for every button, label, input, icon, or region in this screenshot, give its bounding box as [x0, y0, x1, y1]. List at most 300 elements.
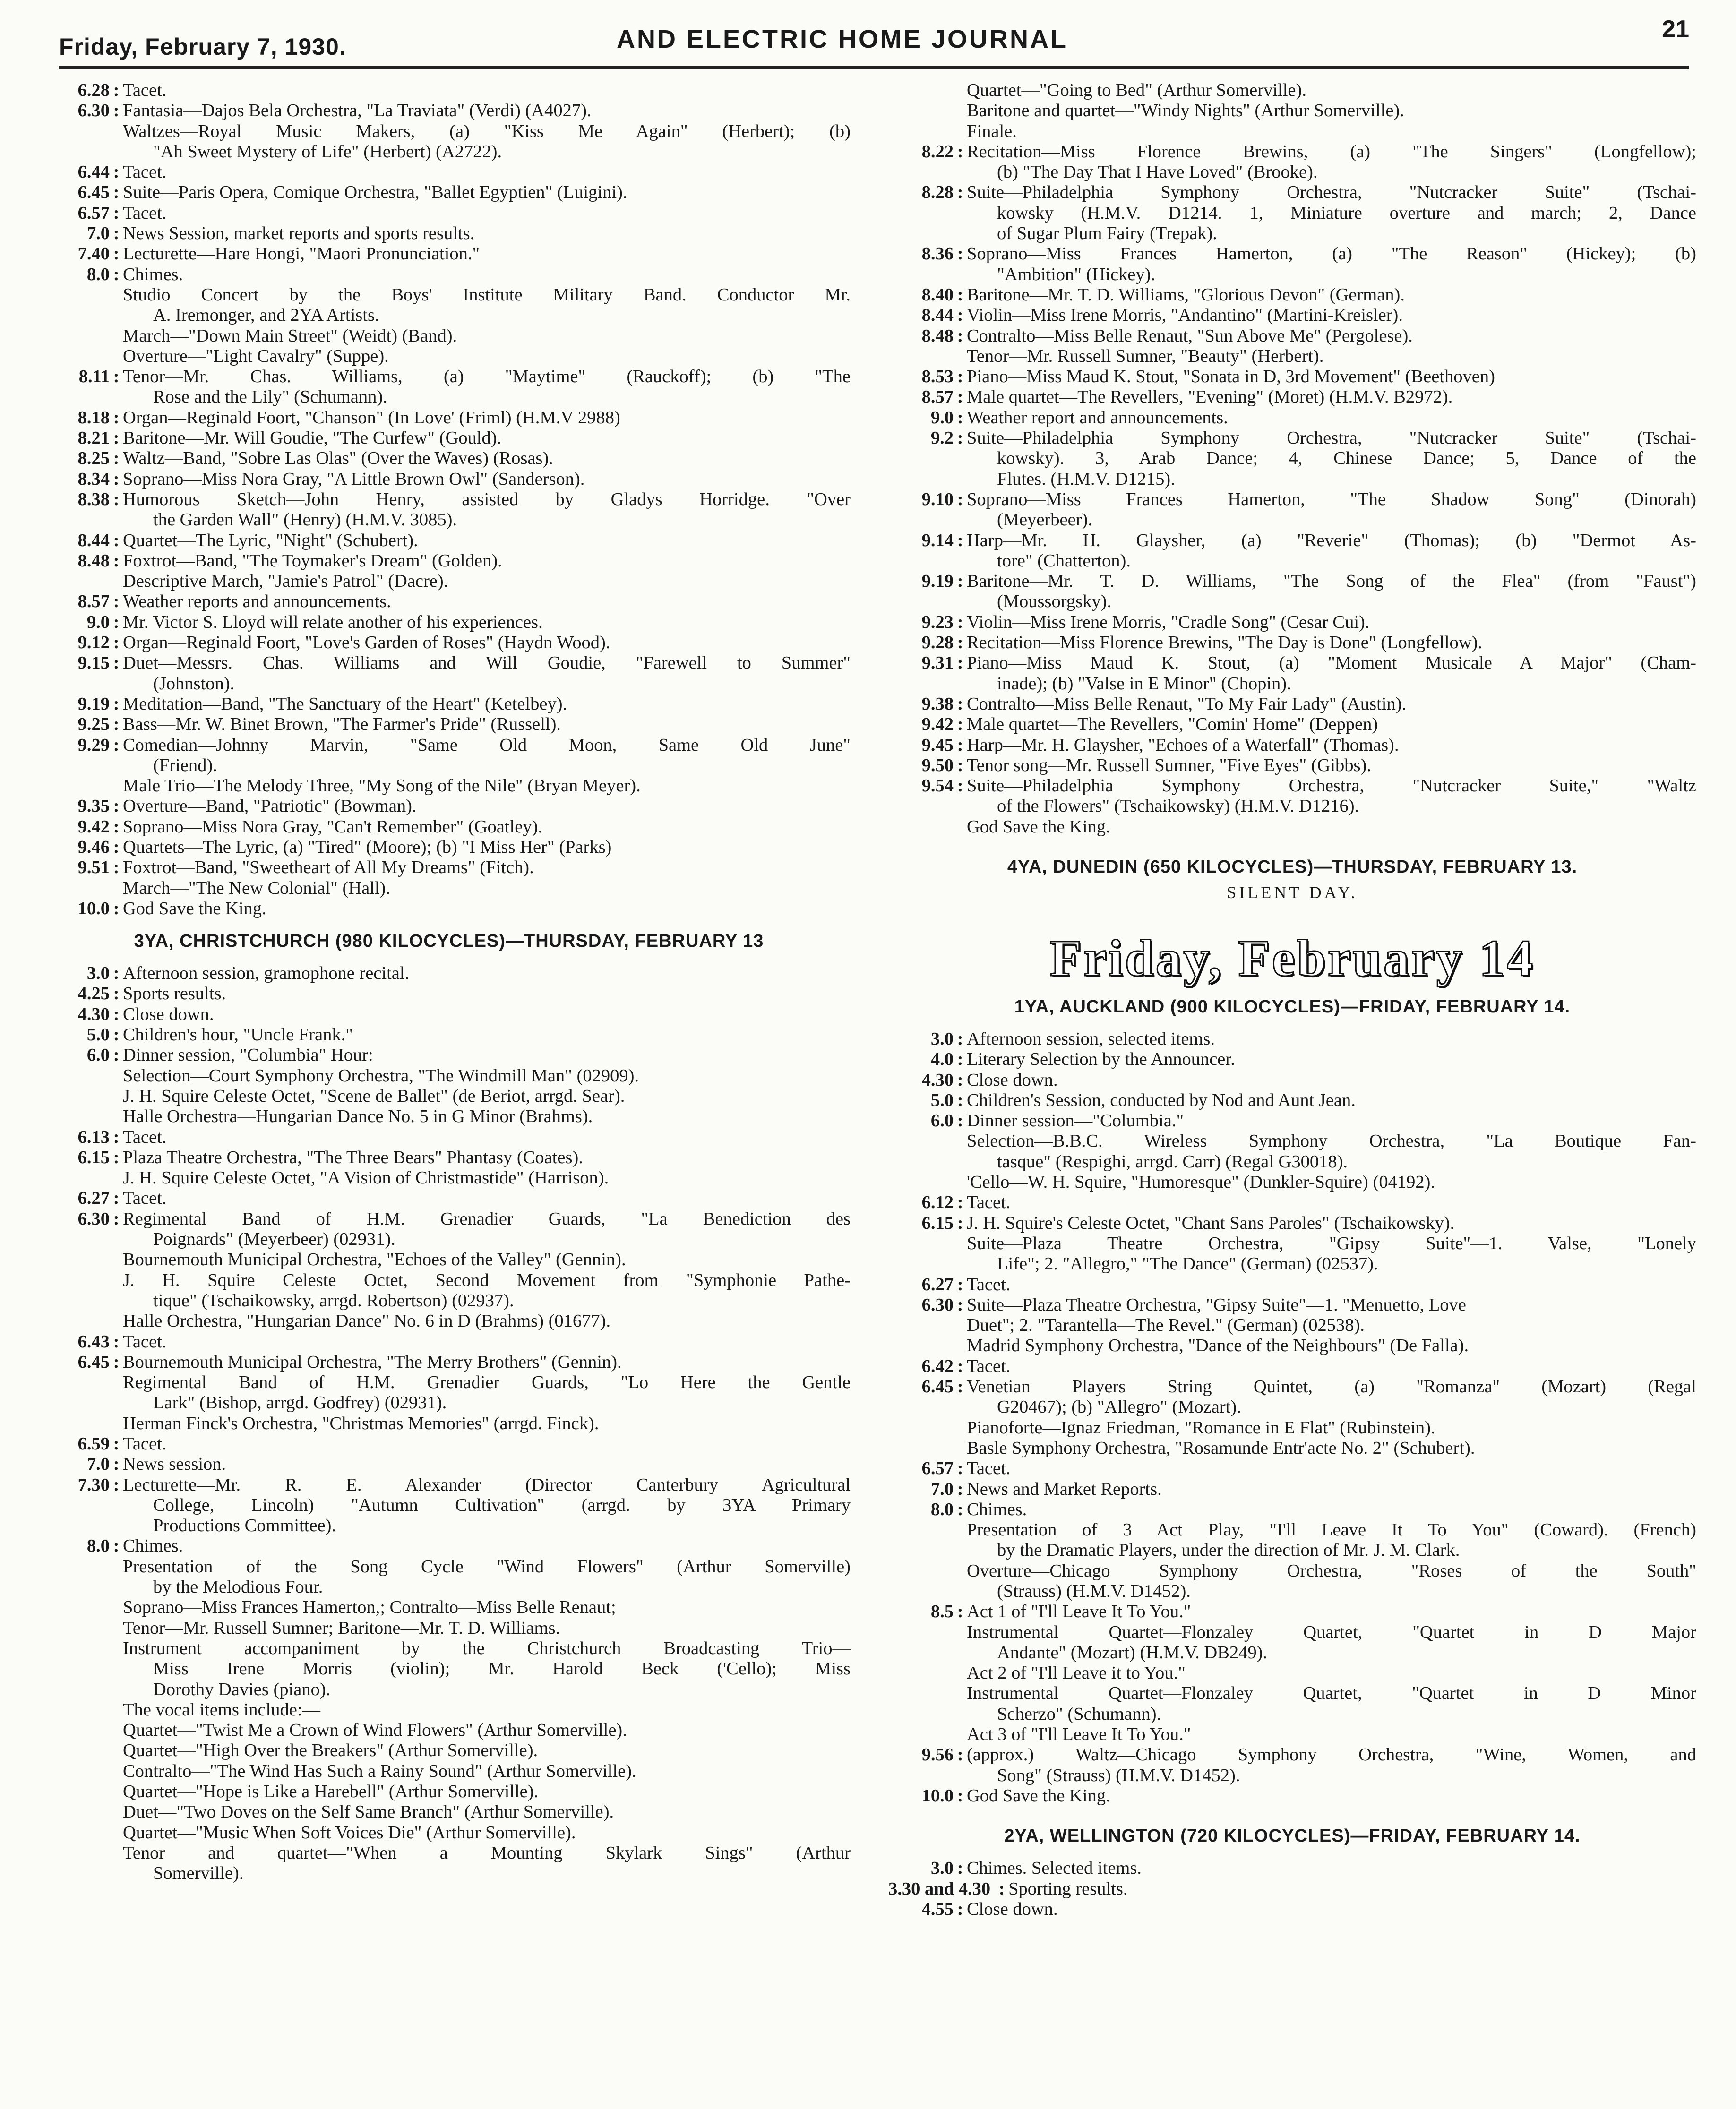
entry-separator: :: [113, 428, 120, 448]
entry-line: Regimental Band of H.M. Grenadier Guards, "La Benediction des: [123, 1209, 851, 1229]
entry-line: Andante" (Mozart) (H.M.V. DB249).: [997, 1642, 1268, 1663]
program-entry: [47, 1352, 851, 1434]
entry-line: Suite—Philadelphia Symphony Orchestra, "Nutcracker Suite," "Waltz: [967, 776, 1696, 796]
entry-line: College, Lincoln) "Autumn Cultivation" (arrgd. by 3YA Primary: [153, 1495, 851, 1515]
entry-separator: :: [957, 1745, 963, 1765]
entry-time: 9.51: [77, 857, 110, 878]
entry-text: [123, 408, 851, 428]
program-entry: [888, 1899, 1696, 1920]
entry-separator: :: [113, 735, 120, 755]
entry-text: [123, 837, 851, 857]
entry-line: Duet—Messrs. Chas. Williams and Will Goudie, "Farewell to Summer": [123, 653, 851, 673]
program-entry: [888, 285, 1696, 305]
page-number: 21: [1662, 16, 1689, 43]
silent-day-note: SILENT DAY.: [1227, 883, 1358, 902]
program-entry: [47, 1127, 851, 1148]
program-entry: [888, 612, 1696, 633]
entry-line: Scherzo" (Schumann).: [997, 1704, 1161, 1724]
entry-text: [123, 80, 851, 101]
entry-separator: :: [113, 816, 120, 837]
entry-separator: :: [113, 1025, 120, 1045]
entry-separator: :: [957, 387, 963, 407]
entry-text: [967, 1295, 1696, 1356]
entry-line: "Ambition" (Hickey).: [997, 264, 1156, 284]
entry-line: God Save the King.: [967, 1785, 1110, 1806]
entry-time: 8.5: [930, 1602, 954, 1622]
entry-text: [123, 162, 851, 182]
entry-text: [967, 714, 1696, 735]
program-entry: [888, 1786, 1696, 1806]
entry-time: 7.0: [86, 1454, 110, 1475]
entry-line: Suite—Plaza Theatre Orchestra, "Gipsy Suite"—1. Valse, "Lonely: [967, 1233, 1696, 1253]
entry-line: Tacet.: [967, 1356, 1011, 1376]
entry-text: [123, 1209, 851, 1332]
program-entry: [888, 80, 1696, 142]
entry-text: [967, 1786, 1696, 1806]
entry-text: [967, 244, 1696, 285]
entry-time: 9.54: [921, 776, 954, 796]
entry-line: Instrument accompaniment by the Christchurch Broadcasting Trio—: [123, 1638, 851, 1658]
entry-line: Recitation—Miss Florence Brewins, "The Day is Done" (Longfellow).: [967, 633, 1483, 653]
entry-time: 8.0: [86, 264, 110, 284]
christchurch-heading: 3YA, CHRISTCHURCH (980 KILOCYCLES)—THURSDAY, FEBRUARY 13: [134, 931, 764, 952]
entry-separator: :: [957, 530, 963, 550]
entry-text: [967, 1090, 1696, 1111]
entry-text: [967, 285, 1696, 305]
entry-line: by the Melodious Four.: [153, 1577, 323, 1597]
program-entry: [47, 1004, 851, 1025]
entry-time: 8.25: [77, 448, 110, 469]
entry-line: Soprano—Miss Frances Hamerton, (a) "The Reason" (Hickey); (b): [967, 244, 1696, 264]
entry-line: Bournemouth Municipal Orchestra, "The Merry Brothers" (Gennin).: [123, 1352, 622, 1372]
entry-text: [123, 796, 851, 816]
entry-text: [123, 489, 851, 531]
entry-line: Life"; 2. "Allegro," "The Dance" (German) (02537).: [997, 1254, 1378, 1274]
entry-time: 9.10: [921, 489, 954, 509]
entry-line: kowsky). 3, Arab Dance; 4, Chinese Dance; 5, Dance of the: [997, 448, 1696, 469]
entry-separator: :: [957, 1499, 963, 1519]
entry-text: [967, 735, 1696, 755]
entry-line: (Johnston).: [153, 673, 235, 694]
entry-text: [123, 428, 851, 448]
entry-separator: :: [113, 633, 120, 653]
entry-text: [123, 448, 851, 469]
entry-separator: :: [113, 101, 120, 121]
entry-separator: :: [113, 963, 120, 984]
program-entry: [888, 428, 1696, 489]
entry-time: 7.30: [77, 1475, 110, 1495]
entry-time: 6.45: [77, 1352, 110, 1372]
entry-separator: :: [113, 264, 120, 284]
entry-separator: :: [957, 489, 963, 509]
entry-time: 6.27: [77, 1188, 110, 1209]
program-entry: [47, 203, 851, 223]
entry-line: Basle Symphony Orchestra, "Rosamunde Entr'acte No. 2" (Schubert).: [967, 1438, 1475, 1458]
right-column: [888, 80, 1696, 1920]
entry-text: [123, 1045, 851, 1127]
program-entry: [888, 755, 1696, 776]
entry-line: Tacet.: [967, 1458, 1011, 1479]
entry-text: [123, 469, 851, 489]
entry-time: 10.0: [921, 1785, 954, 1806]
auckland-program: [888, 1029, 1696, 1806]
entry-time: 9.56: [921, 1745, 954, 1765]
entry-separator: :: [113, 1536, 120, 1556]
entry-separator: :: [957, 1192, 963, 1213]
entry-line: Finale.: [967, 121, 1017, 141]
entry-line: (Meyerbeer).: [997, 510, 1092, 530]
entry-line: Violin—Miss Irene Morris, "Andantino" (Martini-Kreisler).: [967, 305, 1403, 326]
program-entry: [888, 326, 1696, 367]
entry-text: [123, 1025, 851, 1045]
program-entry: [47, 1454, 851, 1475]
entry-line: Suite—Plaza Theatre Orchestra, "Gipsy Suite"—1. "Menuetto, Love: [967, 1295, 1466, 1315]
entry-text: [123, 265, 851, 367]
entry-text: [123, 1148, 851, 1189]
entry-line: Tacet.: [123, 1188, 167, 1209]
entry-line: Venetian Players String Quintet, (a) "Romanza" (Mozart) (Regal: [967, 1377, 1696, 1397]
entry-text: [967, 612, 1696, 633]
entry-line: Tenor and quartet—"When a Mounting Skylark Sings" (Arthur: [123, 1843, 851, 1863]
entry-time: 9.0: [930, 407, 954, 428]
program-entry: [47, 837, 851, 857]
program-entry: [888, 653, 1696, 694]
entry-separator: :: [957, 735, 963, 755]
entry-time: 8.57: [921, 387, 954, 407]
entry-line: A. Iremonger, and 2YA Artists.: [153, 305, 379, 326]
entry-time: 8.40: [921, 284, 954, 305]
entry-line: Soprano—Miss Nora Gray, "Can't Remember" (Goatley).: [123, 816, 543, 837]
program-entry: [888, 1090, 1696, 1111]
entry-time: 6.30: [77, 1209, 110, 1229]
entry-separator: :: [113, 796, 120, 816]
entry-separator: :: [957, 326, 963, 346]
program-entry: [888, 1070, 1696, 1090]
entry-text: [123, 1332, 851, 1352]
entry-line: Sporting results.: [1008, 1878, 1128, 1899]
program-entry: [47, 1536, 851, 1884]
entry-time: 8.18: [77, 407, 110, 428]
entry-text: [967, 1479, 1696, 1500]
entry-time: 9.28: [921, 633, 954, 653]
program-entry: [47, 817, 851, 837]
program-entry: [888, 633, 1696, 653]
entry-separator: :: [113, 489, 120, 509]
entry-separator: :: [957, 1785, 963, 1806]
entry-time: 9.50: [921, 755, 954, 775]
entry-text: [123, 1454, 851, 1475]
program-entry: [888, 735, 1696, 755]
program-entry: [888, 1879, 1696, 1899]
entry-line: Tacet.: [123, 203, 167, 223]
entry-line: Sports results.: [123, 984, 226, 1004]
entry-line: Tacet.: [123, 80, 167, 100]
program-entry: [47, 694, 851, 714]
program-entry: [47, 1475, 851, 1536]
program-entry: [47, 489, 851, 531]
entry-line: Instrumental Quartet—Flonzaley Quartet, "Quartet in D Minor: [967, 1683, 1696, 1704]
program-entry: [47, 1188, 851, 1209]
program-entry: [888, 571, 1696, 612]
entry-line: Contralto—"The Wind Has Such a Rainy Sound" (Arthur Somerville).: [123, 1761, 636, 1781]
entry-separator: :: [113, 592, 120, 612]
entry-text: [967, 1356, 1696, 1377]
program-entry: [47, 1332, 851, 1352]
entry-line: Recitation—Miss Florence Brewins, (a) "The Singers" (Longfellow);: [967, 141, 1696, 162]
entry-separator: :: [957, 284, 963, 305]
entry-text: [967, 182, 1696, 244]
entry-time: 6.0: [86, 1045, 110, 1065]
entry-text: [967, 1070, 1696, 1090]
entry-text: [123, 551, 851, 592]
entry-text: [123, 714, 851, 735]
program-entry: [47, 899, 851, 919]
entry-separator: :: [113, 1434, 120, 1454]
entry-time: 9.19: [77, 694, 110, 714]
christchurch-program: [47, 963, 851, 1884]
entry-line: Lecturette—Mr. R. E. Alexander (Director Canterbury Agricultural: [123, 1475, 851, 1495]
entry-time: 9.42: [77, 816, 110, 837]
entry-line: Studio Concert by the Boys' Institute Military Band. Conductor Mr.: [123, 284, 851, 305]
program-entry: [888, 776, 1696, 837]
entry-text: [967, 1500, 1696, 1602]
entry-text: [123, 1475, 851, 1536]
entry-separator: :: [957, 1070, 963, 1090]
entry-text: [967, 633, 1696, 653]
program-entry: [47, 592, 851, 612]
entry-time: 9.15: [77, 653, 110, 673]
entry-separator: :: [113, 612, 120, 632]
entry-separator: :: [957, 244, 963, 264]
program-entry: [888, 1479, 1696, 1500]
entry-text: [967, 653, 1696, 694]
entry-separator: :: [957, 1049, 963, 1070]
program-entry: [888, 244, 1696, 285]
entry-line: Male quartet—The Revellers, "Evening" (Moret) (H.M.V. B2972).: [967, 387, 1453, 407]
entry-time: 7.0: [86, 223, 110, 244]
entry-line: Dinner session, "Columbia" Hour:: [123, 1045, 373, 1065]
entry-text: [123, 653, 851, 694]
entry-time: 6.30: [77, 101, 110, 121]
entry-time: 4.30: [921, 1070, 954, 1090]
entry-line: Foxtrot—Band, "The Toymaker's Dream" (Golden).: [123, 550, 502, 571]
entry-separator: :: [113, 550, 120, 571]
entry-separator: :: [113, 1188, 120, 1209]
entry-text: [123, 984, 851, 1004]
entry-line: "Ah Sweet Mystery of Life" (Herbert) (A2722).: [153, 141, 502, 162]
issue-date: Friday, February 7, 1930.: [59, 34, 346, 60]
entry-text: [123, 694, 851, 714]
entry-separator: :: [113, 407, 120, 428]
entry-line: March—"Down Main Street" (Weidt) (Band).: [123, 326, 457, 346]
entry-separator: :: [113, 1209, 120, 1229]
entry-time: 9.31: [921, 653, 954, 673]
entry-line: (Friend).: [153, 755, 217, 775]
entry-separator: :: [957, 1295, 963, 1315]
entry-separator: :: [113, 1475, 120, 1495]
entry-separator: :: [113, 837, 120, 857]
entry-time: 3.0: [930, 1858, 954, 1878]
christchurch-program-continued: [888, 80, 1696, 837]
entry-text: [123, 1434, 851, 1454]
entry-text: [967, 571, 1696, 612]
entry-line: Weather report and announcements.: [967, 407, 1228, 428]
entry-line: Weather reports and announcements.: [123, 592, 391, 612]
entry-line: Soprano—Miss Frances Hamerton,; Contralto—Miss Belle Renaut;: [123, 1597, 616, 1618]
entry-text: [123, 203, 851, 223]
entry-time: 8.21: [77, 428, 110, 448]
entry-line: Tenor song—Mr. Russell Sumner, "Five Eyes" (Gibbs).: [967, 755, 1371, 775]
entry-separator: :: [957, 1213, 963, 1233]
entry-line: Overture—Chicago Symphony Orchestra, "Roses of the South": [967, 1560, 1696, 1581]
entry-line: 'Cello—W. H. Squire, "Humoresque" (Dunkler-Squire) (04192).: [967, 1172, 1435, 1192]
entry-separator: :: [113, 448, 120, 469]
entry-separator: :: [957, 1899, 963, 1919]
entry-line: Quartet—"Hope is Like a Harebell" (Arthur Somerville).: [123, 1782, 539, 1802]
entry-time: 10.0: [77, 898, 110, 918]
entry-line: Chimes.: [967, 1499, 1027, 1519]
entry-separator: :: [113, 1004, 120, 1024]
wellington-thursday-program: [47, 80, 851, 919]
entry-separator: :: [113, 1147, 120, 1167]
entry-separator: :: [113, 694, 120, 714]
entry-separator: :: [113, 1352, 120, 1372]
entry-line: Close down.: [123, 1004, 214, 1024]
entry-text: [967, 1458, 1696, 1479]
program-entry: [47, 1148, 851, 1189]
entry-line: Regimental Band of H.M. Grenadier Guards, "Lo Here the Gentle: [123, 1372, 851, 1393]
program-entry: [47, 714, 851, 735]
entry-separator: :: [957, 428, 963, 448]
entry-line: Act 3 of "I'll Leave It To You.": [967, 1724, 1191, 1745]
wellington-friday-heading: 2YA, WELLINGTON (720 KILOCYCLES)—FRIDAY, FEBRUARY 14.: [1004, 1826, 1581, 1846]
entry-separator: :: [113, 182, 120, 203]
program-entry: [888, 1602, 1696, 1745]
entry-time: 6.15: [921, 1213, 954, 1233]
entry-separator: :: [113, 1331, 120, 1352]
entry-separator: :: [957, 1111, 963, 1131]
entry-time: 9.0: [86, 612, 110, 632]
entry-line: Tacet.: [967, 1192, 1011, 1213]
entry-separator: :: [957, 1458, 963, 1479]
program-entry: [888, 531, 1696, 572]
entry-time: 9.35: [77, 796, 110, 816]
entry-text: [967, 489, 1696, 531]
entry-line: Close down.: [967, 1899, 1058, 1919]
program-entry: [47, 428, 851, 448]
entry-text: [967, 1899, 1696, 1920]
entry-time: 6.15: [77, 1147, 110, 1167]
entry-line: Organ—Reginald Foort, "Chanson" (In Love' (Friml) (H.M.V 2988): [123, 407, 620, 428]
entry-separator: :: [957, 755, 963, 775]
entry-line: Overture—Band, "Patriotic" (Bowman).: [123, 796, 417, 816]
entry-text: [123, 244, 851, 264]
entry-time: 8.53: [921, 367, 954, 387]
program-entry: [47, 963, 851, 984]
auckland-heading: 1YA, AUCKLAND (900 KILOCYCLES)—FRIDAY, FEBRUARY 14.: [1014, 996, 1571, 1017]
entry-line: Children's hour, "Uncle Frank.": [123, 1025, 353, 1045]
entry-separator: :: [113, 223, 120, 244]
entry-text: [967, 1377, 1696, 1458]
program-entry: [888, 1192, 1696, 1213]
program-entry: [47, 796, 851, 816]
entry-line: Male quartet—The Revellers, "Comin' Home" (Deppen): [967, 714, 1378, 735]
friday-banner: Friday, February 14: [1049, 929, 1535, 987]
entry-line: Suite—Philadelphia Symphony Orchestra, "Nutcracker Suite" (Tschai-: [967, 182, 1696, 203]
entry-text: [967, 531, 1696, 572]
program-entry: [47, 408, 851, 428]
entry-time: 8.34: [77, 469, 110, 489]
entry-separator: :: [113, 80, 120, 100]
entry-text: [967, 408, 1696, 428]
program-entry: [47, 531, 851, 551]
entry-line: Pianoforte—Ignaz Friedman, "Romance in E Flat" (Rubinstein).: [967, 1417, 1435, 1438]
entry-line: God Save the King.: [967, 816, 1110, 837]
entry-line: Contralto—Miss Belle Renaut, "To My Fair Lady" (Austin).: [967, 694, 1407, 714]
wellington-friday-program: [888, 1858, 1696, 1920]
entry-time: [888, 80, 954, 142]
entry-line: Fantasia—Dajos Bela Orchestra, "La Traviata" (Verdi) (A4027).: [123, 101, 592, 121]
entry-line: Suite—Philadelphia Symphony Orchestra, "Nutcracker Suite" (Tschai-: [967, 428, 1696, 448]
entry-separator: :: [957, 653, 963, 673]
entry-line: (Strauss) (H.M.V. D1452).: [997, 1581, 1191, 1601]
entry-line: Dorothy Davies (piano).: [153, 1679, 331, 1699]
entry-separator: :: [113, 469, 120, 489]
page-header: [59, 16, 1689, 67]
entry-line: Lecturette—Hare Hongi, "Maori Pronunciation.": [123, 244, 480, 264]
entry-line: Literary Selection by the Announcer.: [967, 1049, 1235, 1070]
entry-line: March—"The New Colonial" (Hall).: [123, 878, 390, 898]
entry-text: [967, 1029, 1696, 1049]
entry-separator: :: [957, 1356, 963, 1376]
program-entry: [888, 1500, 1696, 1602]
entry-line: Bournemouth Municipal Orchestra, "Echoes of the Valley" (Gennin).: [123, 1250, 626, 1270]
entry-separator: :: [113, 1127, 120, 1147]
entry-text: [123, 1536, 851, 1884]
program-entry: [47, 857, 851, 899]
entry-text: [967, 80, 1696, 142]
entry-time: 9.14: [921, 530, 954, 550]
entry-line: God Save the King.: [123, 898, 266, 918]
entry-text: [123, 1352, 851, 1434]
entry-time: 8.0: [930, 1499, 954, 1519]
program-entry: [47, 735, 851, 797]
entry-line: Waltzes—Royal Music Makers, (a) "Kiss Me Again" (Herbert); (b): [123, 121, 851, 141]
entry-line: Suite—Paris Opera, Comique Orchestra, "Ballet Egyptien" (Luigini).: [123, 182, 627, 203]
program-entry: [47, 984, 851, 1004]
program-entry: [47, 551, 851, 592]
program-entry: [47, 1025, 851, 1045]
entry-separator: :: [113, 203, 120, 223]
entry-time: 9.19: [921, 571, 954, 592]
entry-time: 3.0: [86, 963, 110, 984]
entry-time: 6.57: [77, 203, 110, 223]
entry-time: 4.0: [930, 1049, 954, 1070]
entry-line: Selection—Court Symphony Orchestra, "The Windmill Man" (02909).: [123, 1065, 639, 1086]
entry-time: 8.0: [86, 1536, 110, 1556]
entry-time: 8.11: [78, 367, 110, 387]
entry-text: [967, 1111, 1696, 1192]
entry-line: Descriptive March, "Jamie's Patrol" (Dacre).: [123, 571, 448, 592]
program-entry: [888, 1745, 1696, 1786]
entry-time: 9.38: [921, 694, 954, 714]
entry-separator: :: [113, 714, 120, 735]
entry-line: Flutes. (H.M.V. D1215).: [997, 469, 1175, 489]
entry-line: Afternoon session, gramophone recital.: [123, 963, 410, 984]
entry-line: Piano—Miss Maud K. Stout, "Sonata in D, 3rd Movement" (Beethoven): [967, 367, 1495, 387]
entry-text: [967, 326, 1696, 367]
entry-text: [123, 367, 851, 408]
